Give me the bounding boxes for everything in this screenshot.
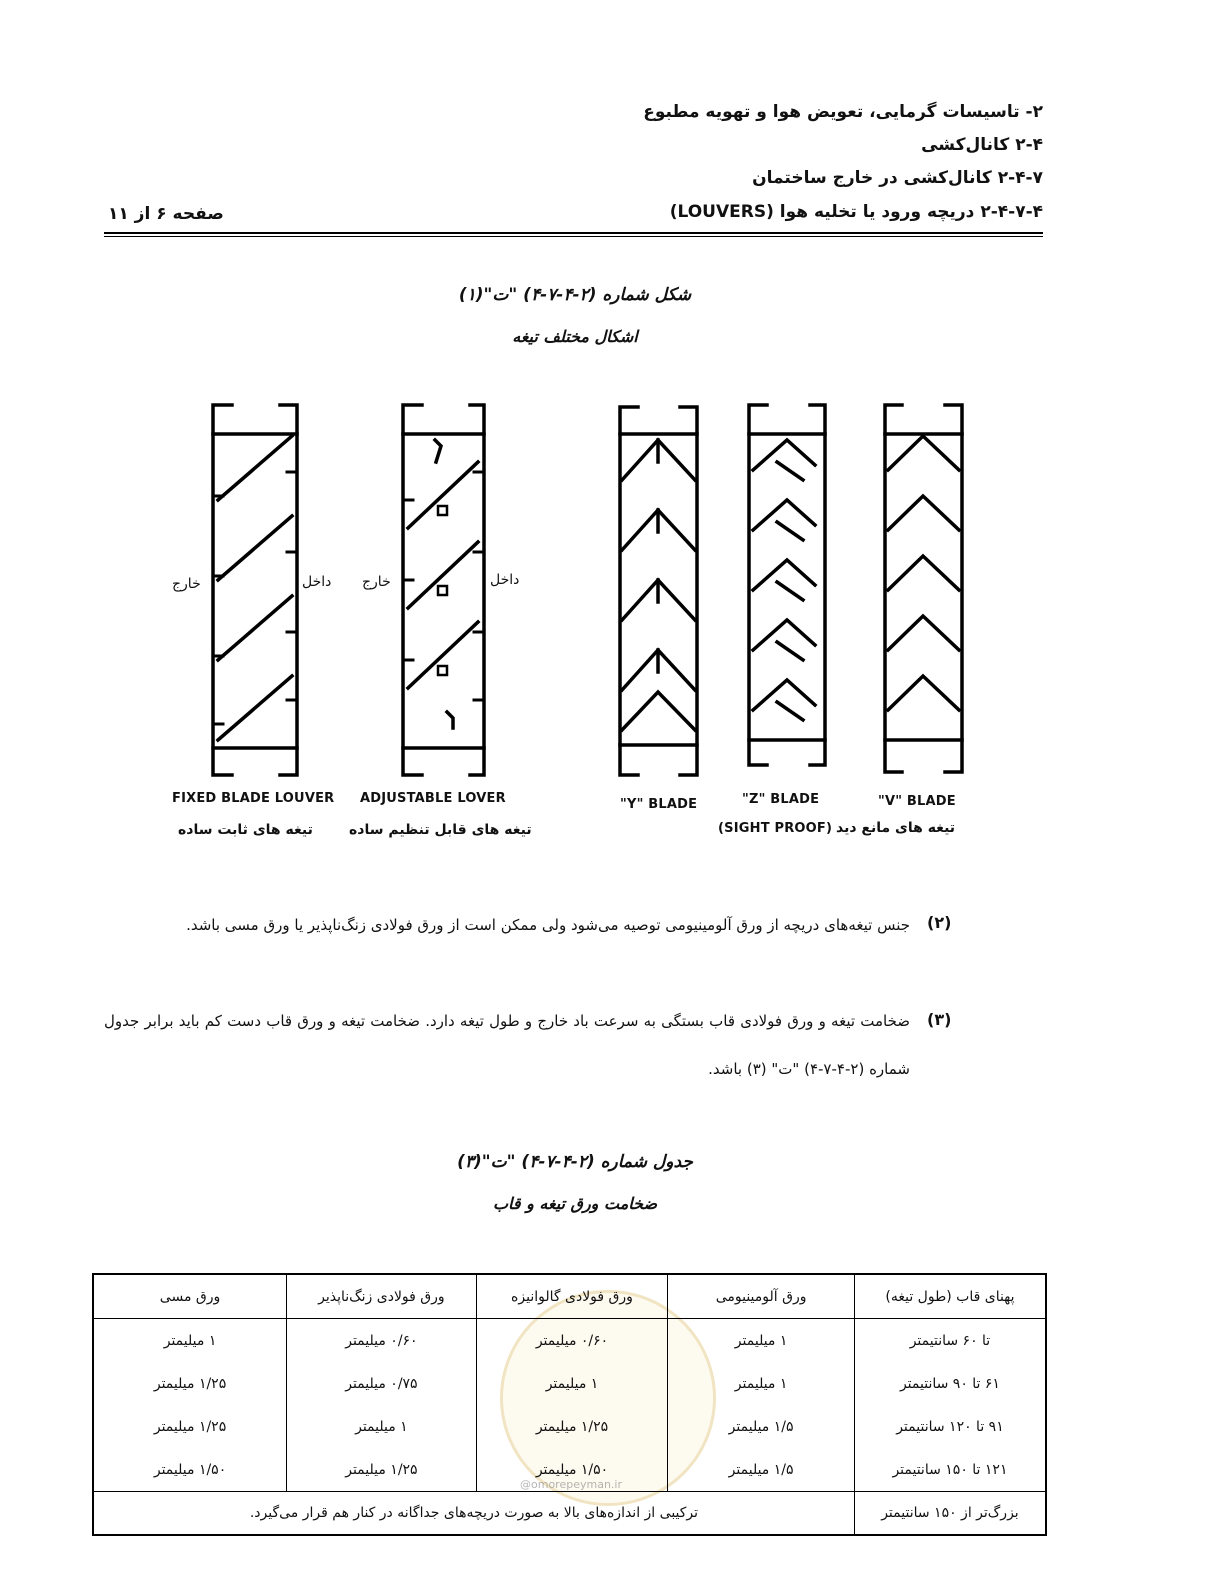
fixed-blade-label-fa: تیغه های ثابت ساده: [178, 822, 313, 838]
y-blade-drawing: [620, 407, 697, 775]
header-rule-thin: [104, 236, 1043, 237]
table-header-cell: ورق فولادی زنگ‌ناپذیر: [287, 1274, 477, 1319]
header-line-3: ۲-۴-۷ کانال‌کشی در خارج ساختمان: [752, 168, 1043, 188]
header-line-2: ۲-۴ کانال‌کشی: [921, 135, 1043, 155]
table-header-cell: پهنای قاب (طول تیغه): [854, 1274, 1046, 1319]
table-cell: ۱ میلیمتر: [668, 1362, 855, 1405]
adjustable-label-fa: تیغه های قابل تنظیم ساده: [349, 822, 532, 838]
figure-title: شکل شماره (۲-۴-۷-۴) "ت"(۱): [458, 285, 692, 305]
table-cell: ۱/۲۵ میلیمتر: [93, 1362, 287, 1405]
outside-label-adjustable: خارج: [362, 574, 391, 590]
table-cell: تا ۶۰ سانتیمتر: [854, 1319, 1046, 1363]
figure-subtitle: اشکال مختلف تیغه: [512, 327, 638, 346]
table-cell: ۱۲۱ تا ۱۵۰ سانتیمتر: [854, 1448, 1046, 1492]
watermark-text: @omorepeyman.ir: [520, 1478, 622, 1491]
table-header-cell: ورق آلومینیومی: [668, 1274, 855, 1319]
table-cell: ۰/۶۰ میلیمتر: [287, 1319, 477, 1363]
adjustable-label: ADJUSTABLE LOVER: [360, 791, 506, 806]
table-row: [93, 1448, 1046, 1492]
table-header-cell: ورق مسی: [93, 1274, 287, 1319]
header-rule: [104, 232, 1043, 234]
thickness-table: [92, 1273, 1047, 1536]
v-blade-drawing: [885, 405, 962, 772]
table-title: جدول شماره (۲-۴-۷-۴) "ت"(۳): [457, 1152, 693, 1172]
table-subtitle: ضخامت ورق تیغه و قاب: [492, 1194, 658, 1213]
paragraph-3-number: (۳): [927, 1010, 952, 1029]
header-line-1: ۲- تاسیسات گرمایی، تعویض هوا و تهویه مطبوع: [643, 102, 1043, 122]
table-cell: ۱/۵ میلیمتر: [668, 1405, 855, 1448]
table-cell: ۱/۵۰ میلیمتر: [476, 1448, 668, 1492]
table-cell: ۰/۷۵ میلیمتر: [287, 1362, 477, 1405]
paragraph-3: ضخامت تیغه و ورق فولادی قاب بستگی به سرعت باد خارج و طول تیغه دارد. ضخامت تیغه و ورق قاب دست کم باید برابر جدول شماره (۲-۴-۷-۴) "ت" (۳) باشد.: [104, 1012, 910, 1078]
table-row: [93, 1319, 1046, 1363]
table-header-row: [93, 1274, 1046, 1319]
v-blade-label: "V" BLADE: [878, 794, 956, 809]
fixed-blade-label: FIXED BLADE LOUVER: [172, 791, 335, 806]
fixed-blade-louver-drawing: [213, 405, 297, 775]
table-cell: ۱/۵۰ میلیمتر: [93, 1448, 287, 1492]
table-cell: ۱/۲۵ میلیمتر: [476, 1405, 668, 1448]
paragraph-2-number: (۲): [927, 913, 952, 932]
table-cell-last-note: ترکیبی از اندازه‌های بالا به صورت دریچه‌های جداگانه در کنار هم قرار می‌گیرد.: [93, 1492, 854, 1536]
z-blade-label: "Z" BLADE: [742, 792, 820, 807]
table-header-cell: ورق فولادی گالوانیزه: [476, 1274, 668, 1319]
outside-label-fixed: خارج: [172, 576, 201, 592]
z-blade-sublabel: (SIGHT PROOF): [718, 821, 833, 836]
table-cell: ۱/۵ میلیمتر: [668, 1448, 855, 1492]
table-cell: ۱ میلیمتر: [93, 1319, 287, 1363]
sight-proof-label-fa: تیغه های مانع دید: [836, 820, 956, 836]
table-row: [93, 1405, 1046, 1448]
table-cell: ۱ میلیمتر: [476, 1362, 668, 1405]
paragraph-2: جنس تیغه‌های دریچه از ورق آلومینیومی توصیه می‌شود ولی ممکن است از ورق فولادی زنگ‌ناپذیر یا ورق مسی باشد.: [186, 916, 910, 934]
header-line-4: ۲-۴-۷-۴ دریچه ورود یا تخلیه هوا (LOUVERS): [669, 202, 1043, 222]
table-cell-last-label: بزرگ‌تر از ۱۵۰ سانتیمتر: [854, 1492, 1046, 1536]
table-cell: ۱/۲۵ میلیمتر: [93, 1405, 287, 1448]
inside-label-fixed: داخل: [302, 574, 332, 590]
table-cell: ۹۱ تا ۱۲۰ سانتیمتر: [854, 1405, 1046, 1448]
table-cell: ۱ میلیمتر: [287, 1405, 477, 1448]
table-cell: ۶۱ تا ۹۰ سانتیمتر: [854, 1362, 1046, 1405]
table-row-last: [93, 1492, 1046, 1536]
adjustable-louver-drawing: [403, 405, 484, 775]
inside-label-adjustable: داخل: [490, 572, 520, 588]
y-blade-label: "Y" BLADE: [620, 797, 698, 812]
table-cell: ۱/۲۵ میلیمتر: [287, 1448, 477, 1492]
table-cell: ۱ میلیمتر: [668, 1319, 855, 1363]
page-number: صفحه ۶ از ۱۱: [108, 204, 224, 224]
table-cell: ۰/۶۰ میلیمتر: [476, 1319, 668, 1363]
table-row: [93, 1362, 1046, 1405]
z-blade-drawing: [749, 405, 825, 765]
